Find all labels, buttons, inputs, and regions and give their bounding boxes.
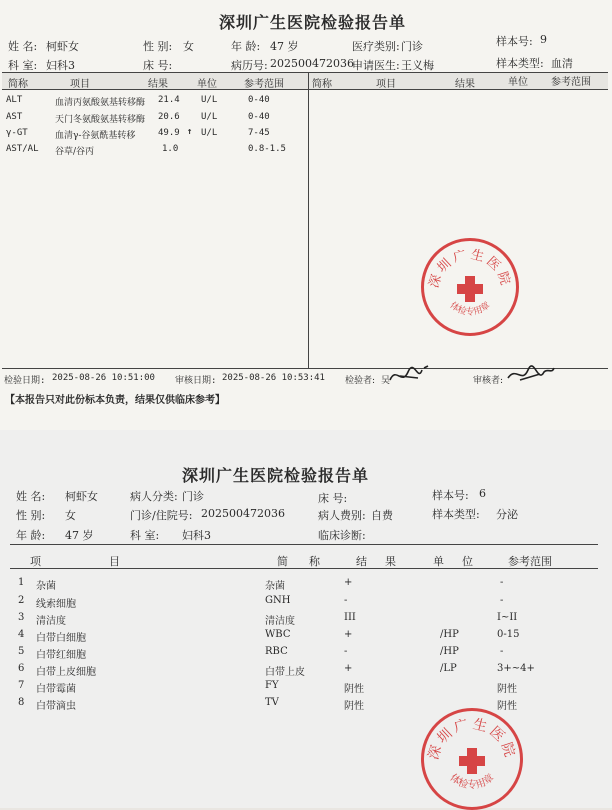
row-abbr: FY <box>265 680 279 691</box>
header-range: 参考范围 <box>508 555 552 568</box>
patient-sex: 女 <box>183 40 194 53</box>
sample-type: 血清 <box>551 57 573 70</box>
row-result: - <box>344 646 348 657</box>
sample-type: 分泌 <box>496 508 518 521</box>
sample-no: 6 <box>479 487 486 500</box>
report-sheet-secretion <box>0 430 612 808</box>
row-no: 3 <box>18 612 25 623</box>
clinic-no-label: 门诊/住院号: <box>130 509 193 522</box>
sample-no-label: 样本号: <box>496 35 533 48</box>
fee-label: 病人费别: <box>318 509 366 522</box>
header-range: 参考范围 <box>244 79 284 90</box>
clinic-no: 202500472036 <box>201 507 285 520</box>
row-range: I~II <box>497 612 518 623</box>
row-range: 0-40 <box>248 95 270 105</box>
row-result: 阴性 <box>344 701 364 712</box>
row-item: 谷草/谷丙 <box>55 147 95 157</box>
row-no: 6 <box>18 663 25 674</box>
row-result: 阴性 <box>344 684 364 695</box>
review-date: 2025-08-26 10:53:41 <box>222 373 325 383</box>
row-item: 清洁度 <box>36 616 66 627</box>
name-label: 姓 名: <box>8 40 38 53</box>
row-abbr: AST/AL <box>6 144 39 154</box>
row-flag-high: ↑ <box>187 127 193 137</box>
row-abbr: AST <box>6 112 23 122</box>
row-no: 4 <box>18 629 25 640</box>
visit-type: 门诊 <box>401 40 423 53</box>
bed-label: 床 号: <box>318 492 348 505</box>
row-abbr: 杂菌 <box>265 581 285 592</box>
table-center-divider <box>308 72 309 368</box>
svg-text:体检专用章: 体检专用章 <box>447 300 493 318</box>
row-result: III <box>344 612 356 623</box>
diagnosis-label: 临床诊断: <box>318 529 366 542</box>
header-range-right: 参考范围 <box>551 77 591 88</box>
sex-label: 性 别: <box>143 40 173 53</box>
row-item: 白带上皮细胞 <box>36 667 96 678</box>
sample-no-label: 样本号: <box>432 489 469 502</box>
category-label: 病人分类: <box>130 490 178 503</box>
row-item: 血清丙氨酸氨基转移酶 <box>55 98 146 108</box>
row-range: 3+~4+ <box>497 663 535 674</box>
row-abbr: TV <box>265 697 279 708</box>
tester-name: 吴 <box>381 376 391 386</box>
patient-category: 门诊 <box>182 490 204 503</box>
row-result: + <box>344 629 353 640</box>
table-top-rule <box>10 544 598 545</box>
row-result: 20.6 <box>158 112 180 122</box>
sample-type-label: 样本类型: <box>496 57 544 70</box>
header-unit-right: 单位 <box>508 77 528 88</box>
header-item: 项目 <box>70 79 90 90</box>
row-unit: U/L <box>201 112 218 122</box>
dept: 妇科3 <box>182 529 211 542</box>
name-label: 姓 名: <box>16 490 46 503</box>
row-abbr: GNH <box>265 595 291 606</box>
svg-text:深圳广生医院: 深圳广生医院 <box>425 716 519 762</box>
row-abbr: γ-GT <box>6 128 28 138</box>
row-result: + <box>344 577 353 588</box>
header-result-right: 结果 <box>455 79 475 90</box>
row-item: 白带滴虫 <box>36 701 76 712</box>
reviewer-signature <box>506 362 556 388</box>
row-result: 1.0 <box>162 144 179 154</box>
header-item-1: 项 <box>30 555 41 568</box>
table-header-rule <box>2 89 608 90</box>
row-range: - <box>500 577 504 588</box>
row-range: 0.8-1.5 <box>248 144 286 154</box>
dept-label: 科 室: <box>8 59 38 72</box>
row-item: 白带红细胞 <box>36 650 86 661</box>
sex-label: 性 别: <box>16 509 46 522</box>
patient-sex: 女 <box>65 509 76 522</box>
tester-signature <box>388 362 432 388</box>
patient-name: 柯虾女 <box>46 40 79 53</box>
disclaimer-note: 【本报告只对此份标本负责，结果仅供临床参考】 <box>5 395 225 406</box>
header-unit-1: 单 <box>433 555 444 568</box>
reviewer-label: 审核者: <box>473 376 504 386</box>
dept: 妇科3 <box>46 59 75 72</box>
row-range: - <box>500 595 504 606</box>
patient-age: 47 岁 <box>270 40 299 53</box>
fee-type: 自费 <box>371 509 393 522</box>
row-no: 8 <box>18 697 25 708</box>
record-no: 202500472036 <box>270 57 354 70</box>
header-abbr-1: 简 <box>277 555 288 568</box>
row-result: + <box>344 663 353 674</box>
row-item: 白带白细胞 <box>36 633 86 644</box>
row-abbr: 清洁度 <box>265 616 295 627</box>
header-unit: 单位 <box>197 79 217 90</box>
visit-type-label: 医疗类别: <box>352 40 400 53</box>
hospital-seal-stamp <box>421 238 519 336</box>
row-result: 21.4 <box>158 95 180 105</box>
header-result-2: 果 <box>385 555 396 568</box>
test-date: 2025-08-26 10:51:00 <box>52 373 155 383</box>
row-unit: /HP <box>440 629 459 640</box>
row-result: 49.9 <box>158 128 180 138</box>
row-range: 0-40 <box>248 112 270 122</box>
header-result: 结果 <box>148 79 168 90</box>
patient-age: 47 岁 <box>65 529 94 542</box>
svg-text:深圳广生医院: 深圳广生医院 <box>426 247 514 290</box>
row-range: 阴性 <box>497 684 517 695</box>
row-no: 7 <box>18 680 25 691</box>
row-unit: U/L <box>201 128 218 138</box>
row-abbr: WBC <box>265 629 291 640</box>
row-item: 线索细胞 <box>36 599 76 610</box>
report-title: 深圳广生医院检验报告单 <box>182 466 370 485</box>
row-unit: U/L <box>201 95 218 105</box>
header-item-right: 项目 <box>376 79 396 90</box>
doctor: 王义梅 <box>401 59 434 72</box>
review-date-label: 审核日期: <box>175 376 217 386</box>
row-no: 2 <box>18 595 25 606</box>
row-item: 血清γ-谷氨酰基转移 <box>55 131 136 141</box>
row-item: 杂菌 <box>36 581 56 592</box>
row-abbr: 白带上皮 <box>265 667 305 678</box>
header-result-1: 结 <box>356 555 367 568</box>
dept-label: 科 室: <box>130 529 160 542</box>
row-no: 5 <box>18 646 25 657</box>
svg-text:体检专用章: 体检专用章 <box>447 772 497 792</box>
sample-type-label: 样本类型: <box>432 508 480 521</box>
patient-name: 柯虾女 <box>65 490 98 503</box>
header-abbr: 简称 <box>8 79 28 90</box>
row-no: 1 <box>18 577 25 588</box>
bed-label: 床 号: <box>143 59 173 72</box>
row-range: 阴性 <box>497 701 517 712</box>
header-unit-2: 位 <box>462 555 473 568</box>
row-abbr: ALT <box>6 95 23 105</box>
row-abbr: RBC <box>265 646 288 657</box>
row-item: 白带霉菌 <box>36 684 76 695</box>
row-unit: /HP <box>440 646 459 657</box>
row-item: 天门冬氨酸氨基转移酶 <box>55 115 146 125</box>
row-range: 7-45 <box>248 128 270 138</box>
row-result: - <box>344 595 348 606</box>
sample-no: 9 <box>540 33 547 46</box>
header-abbr-2: 称 <box>309 555 320 568</box>
report-title: 深圳广生医院检验报告单 <box>219 13 407 32</box>
row-range: - <box>500 646 504 657</box>
doctor-label: 申请医生: <box>352 59 400 72</box>
tester-label: 检验者: <box>345 376 376 386</box>
age-label: 年 龄: <box>231 40 261 53</box>
test-date-label: 检验日期: <box>4 376 46 386</box>
header-abbr-right: 简称 <box>312 79 332 90</box>
row-range: 0-15 <box>497 629 520 640</box>
hospital-seal-stamp <box>421 708 523 810</box>
age-label: 年 龄: <box>16 529 46 542</box>
row-unit: /LP <box>440 663 457 674</box>
header-item-2: 目 <box>109 555 120 568</box>
record-label: 病历号: <box>231 59 268 72</box>
